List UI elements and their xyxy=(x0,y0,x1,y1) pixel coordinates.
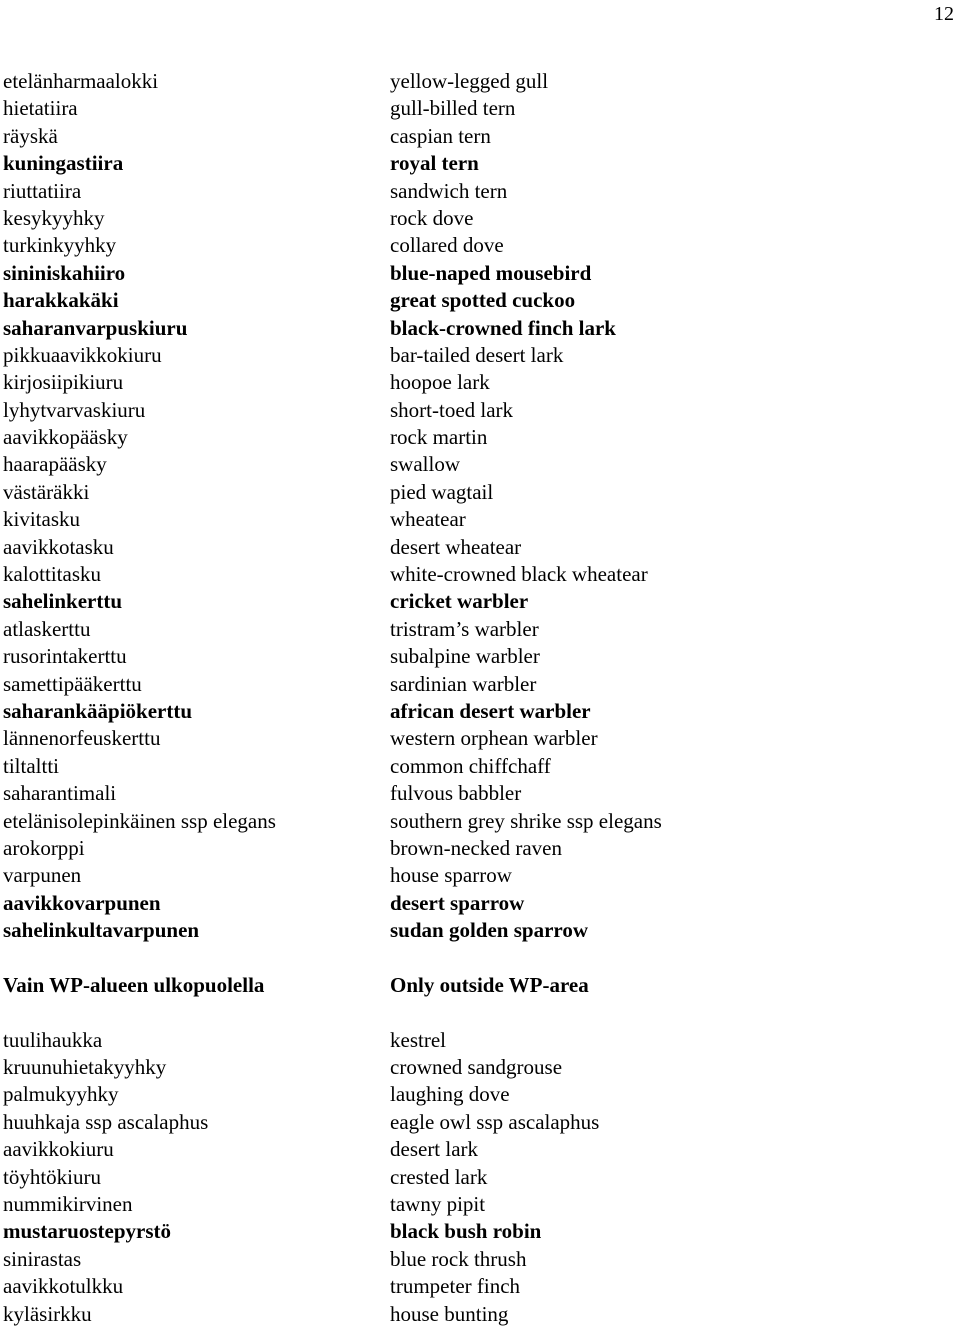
species-name: saharanvarpuskiuru xyxy=(3,315,188,340)
species-name: räyskä xyxy=(3,123,58,148)
species-name: töyhtökiuru xyxy=(3,1164,101,1189)
species-name: kruunuhietakyyhky xyxy=(3,1055,167,1080)
species-name: tawny pipit xyxy=(390,1192,486,1217)
species-name: kalottitasku xyxy=(3,562,101,587)
species-name: crowned sandgrouse xyxy=(390,1055,563,1080)
species-name: black bush robin xyxy=(390,1219,542,1244)
species-name: samettipääkerttu xyxy=(3,671,142,696)
species-name: tiltaltti xyxy=(3,753,59,778)
species-name: kesykyyhky xyxy=(3,205,105,230)
species-name: aavikkopääsky xyxy=(3,425,128,450)
species-name: black-crowned finch lark xyxy=(390,315,616,340)
species-name: bar-tailed desert lark xyxy=(390,342,564,367)
species-name: subalpine warbler xyxy=(390,644,540,669)
species-name: rock martin xyxy=(390,425,488,450)
species-name: pied wagtail xyxy=(390,479,494,504)
species-name: swallow xyxy=(390,452,460,477)
species-name: collared dove xyxy=(390,233,504,258)
species-name: tuulihaukka xyxy=(3,1027,103,1052)
species-name: gull-billed tern xyxy=(390,96,516,121)
species-name: etelänisolepinkäinen ssp elegans xyxy=(3,808,276,833)
species-name: blue-naped mousebird xyxy=(390,260,592,285)
species-name: hoopoe lark xyxy=(390,370,490,395)
finnish-outside-wp-list xyxy=(3,1027,373,1328)
species-name: saharantimali xyxy=(3,781,117,806)
species-name: brown-necked raven xyxy=(390,835,562,860)
finnish-species-list xyxy=(3,68,373,945)
species-name: western orphean warbler xyxy=(390,726,598,751)
species-name: eagle owl ssp ascalaphus xyxy=(390,1109,600,1134)
species-name: cricket warbler xyxy=(390,589,529,614)
species-name: royal tern xyxy=(390,151,479,176)
species-name: pikkuaavikkokiuru xyxy=(3,342,162,367)
species-name: desert wheatear xyxy=(390,534,522,559)
species-name: great spotted cuckoo xyxy=(390,288,576,313)
spacer xyxy=(3,945,373,972)
english-outside-wp-list xyxy=(390,1027,950,1328)
page-number: 12 xyxy=(934,3,954,25)
species-name: house bunting xyxy=(390,1301,509,1326)
species-name: saharankääpiökerttu xyxy=(3,698,193,723)
species-name: white-crowned black wheatear xyxy=(390,562,648,587)
species-name: crested lark xyxy=(390,1164,488,1189)
species-name: sahelinkultavarpunen xyxy=(3,918,200,943)
species-name: arokorppi xyxy=(3,835,85,860)
species-name: kestrel xyxy=(390,1027,446,1052)
species-name: kivitasku xyxy=(3,507,80,532)
species-name: short-toed lark xyxy=(390,397,514,422)
species-name: rusorintakerttu xyxy=(3,644,127,669)
species-name: turkinkyyhky xyxy=(3,233,117,258)
species-name: desert lark xyxy=(390,1137,479,1162)
species-name: aavikkotasku xyxy=(3,534,114,559)
finnish-section-heading: Vain WP-alueen ulkopuolella xyxy=(3,972,265,997)
species-name: sardinian warbler xyxy=(390,671,537,696)
species-name: lännenorfeuskerttu xyxy=(3,726,161,751)
species-name: kirjosiipikiuru xyxy=(3,370,124,395)
spacer xyxy=(390,999,950,1026)
species-name: sininiskahiiro xyxy=(3,260,126,285)
species-name: haarapääsky xyxy=(3,452,107,477)
species-name: aavikkokiuru xyxy=(3,1137,114,1162)
spacer xyxy=(390,945,950,972)
species-name: etelänharmaalokki xyxy=(3,69,159,93)
finnish-column xyxy=(3,68,373,1328)
species-name: atlaskerttu xyxy=(3,616,91,641)
species-name: common chiffchaff xyxy=(390,753,551,778)
spacer xyxy=(3,999,373,1026)
species-name: rock dove xyxy=(390,205,474,230)
species-name: sandwich tern xyxy=(390,178,508,203)
species-name: palmukyyhky xyxy=(3,1082,119,1107)
species-name: varpunen xyxy=(3,863,82,888)
species-name: lyhytvarvaskiuru xyxy=(3,397,146,422)
species-name: trumpeter finch xyxy=(390,1274,521,1299)
species-name: harakkakäki xyxy=(3,288,119,313)
species-name: house sparrow xyxy=(390,863,512,888)
species-name: laughing dove xyxy=(390,1082,510,1107)
species-name: tristram’s warbler xyxy=(390,616,539,641)
species-name: blue rock thrush xyxy=(390,1246,527,1271)
species-name: huuhkaja ssp ascalaphus xyxy=(3,1109,209,1134)
species-name: kuningastiira xyxy=(3,151,124,176)
species-name: kyläsirkku xyxy=(3,1301,92,1326)
species-name: southern grey shrike ssp elegans xyxy=(390,808,662,833)
species-name: aavikkovarpunen xyxy=(3,890,161,915)
english-column xyxy=(390,68,950,1328)
species-name: caspian tern xyxy=(390,123,491,148)
species-name: sinirastas xyxy=(3,1246,82,1271)
species-name: nummikirvinen xyxy=(3,1192,133,1217)
species-name: västäräkki xyxy=(3,479,90,504)
english-section-heading: Only outside WP-area xyxy=(390,972,589,997)
species-name: fulvous babbler xyxy=(390,781,522,806)
species-name: yellow-legged gull xyxy=(390,69,549,93)
species-name: african desert warbler xyxy=(390,698,591,723)
english-species-list xyxy=(390,68,950,945)
species-name: desert sparrow xyxy=(390,890,525,915)
species-name: mustaruostepyrstö xyxy=(3,1219,171,1244)
species-name: riuttatiira xyxy=(3,178,82,203)
species-name: wheatear xyxy=(390,507,466,532)
species-name: hietatiira xyxy=(3,96,78,121)
species-name: aavikkotulkku xyxy=(3,1274,124,1299)
species-name: sahelinkerttu xyxy=(3,589,123,614)
species-name: sudan golden sparrow xyxy=(390,918,589,943)
